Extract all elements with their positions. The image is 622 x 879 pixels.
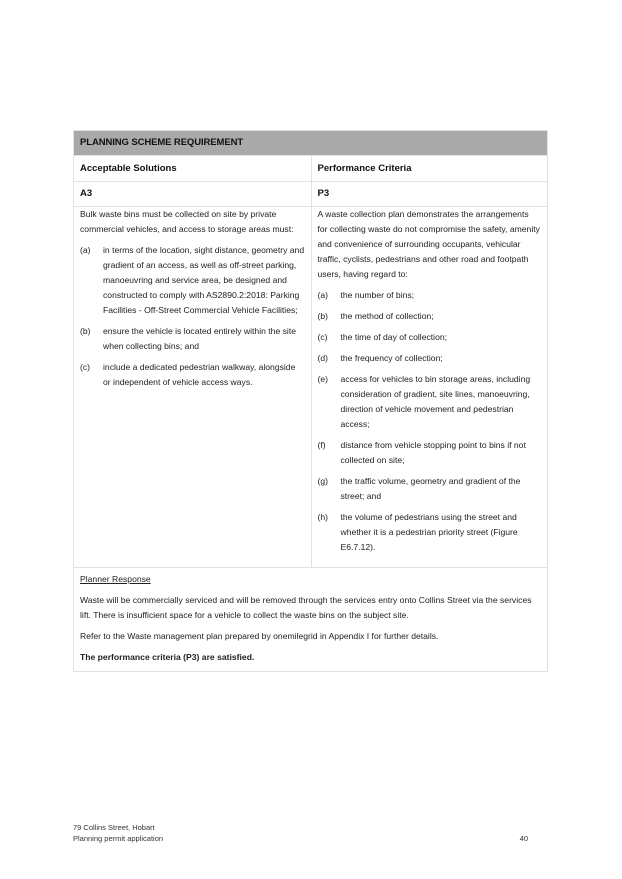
item-text: the frequency of collection; bbox=[340, 353, 443, 363]
item-label: (f) bbox=[317, 440, 326, 450]
list-item bbox=[318, 309, 542, 324]
code-row bbox=[74, 181, 547, 206]
list-item bbox=[318, 351, 542, 366]
acceptable-solution-cell bbox=[74, 207, 311, 567]
list-item bbox=[318, 330, 542, 345]
list-item bbox=[318, 510, 542, 555]
item-label: (e) bbox=[317, 374, 329, 384]
item-text: the method of collection; bbox=[340, 311, 434, 321]
item-text: ensure the vehicle is located entirely within the site when collecting bins; and bbox=[103, 326, 296, 351]
list-item bbox=[318, 372, 542, 432]
list-item bbox=[318, 438, 542, 468]
item-label: (c) bbox=[317, 332, 328, 342]
planner-response-paragraph: Waste will be commercially serviced and will be removed through the services entry onto Collins Street via the services lift. There is insufficient space for a vehicle to collect the waste bins on the subject site. bbox=[80, 595, 532, 620]
item-label: (g) bbox=[317, 476, 329, 486]
list-item bbox=[318, 474, 542, 504]
criteria-body-row bbox=[74, 206, 547, 567]
list-item bbox=[80, 324, 305, 354]
acceptable-solutions-header: Acceptable Solutions bbox=[80, 163, 177, 174]
item-text: access for vehicles to bin storage areas, including consideration of gradient, site lines, manoeuvring, direction of vehicle movement and pedestrian access; bbox=[340, 374, 531, 429]
item-text: the volume of pedestrians using the street and whether it is a pedestrian priority street (Figure E6.7.12). bbox=[340, 512, 518, 552]
footer-document-title: Planning permit application bbox=[73, 834, 164, 843]
column-header-row bbox=[74, 155, 547, 181]
item-text: the number of bins; bbox=[340, 290, 415, 300]
list-item bbox=[80, 243, 305, 318]
item-text: the time of day of collection; bbox=[340, 332, 448, 342]
planner-response-title: Planner Response bbox=[80, 574, 151, 584]
item-label: (a) bbox=[80, 245, 91, 255]
item-label: (c) bbox=[80, 362, 91, 372]
item-label: (b) bbox=[317, 311, 329, 321]
table-title: PLANNING SCHEME REQUIREMENT bbox=[74, 131, 547, 155]
performance-criteria-cell bbox=[311, 207, 548, 567]
planner-response-conclusion: The performance criteria (P3) are satisfied. bbox=[80, 652, 255, 662]
page-footer bbox=[73, 822, 548, 844]
performance-criteria-intro: A waste collection plan demonstrates the arrangements for collecting waste do not compromise the safety, amenity and convenience of surrounding occupants, vehicular traffic, cyclists, pedestrians and other road and footpath users, having regard to: bbox=[317, 209, 540, 279]
item-text: in terms of the location, sight distance, geometry and gradient of an access, as well as off-street parking, manoeuvring and service area, be designed and constructed to comply with AS2890.2:2018: Parking Facilities - Off-Street Commercial Vehicle Facilities; bbox=[103, 245, 305, 315]
acceptable-solution-intro: Bulk waste bins must be collected on site by private commercial vehicles, and access to storage areas must: bbox=[80, 209, 294, 234]
list-item bbox=[80, 360, 305, 390]
item-label: (h) bbox=[317, 512, 329, 522]
item-text: distance from vehicle stopping point to bins if not collected on site; bbox=[340, 440, 526, 465]
list-item bbox=[318, 288, 542, 303]
planner-response-paragraph: Refer to the Waste management plan prepared by onemilegrid in Appendix I for further details. bbox=[80, 631, 439, 641]
footer-address: 79 Collins Street, Hobart bbox=[73, 823, 155, 832]
planner-response bbox=[74, 567, 547, 671]
item-text: the traffic volume, geometry and gradient of the street; and bbox=[340, 476, 521, 501]
performance-criteria-header: Performance Criteria bbox=[311, 156, 548, 181]
item-label: (a) bbox=[317, 290, 329, 300]
item-label: (b) bbox=[80, 326, 91, 336]
performance-criteria-code: P3 bbox=[311, 182, 548, 206]
item-label: (d) bbox=[317, 353, 329, 363]
item-text: include a dedicated pedestrian walkway, alongside or independent of vehicle access ways. bbox=[103, 362, 296, 387]
requirement-table bbox=[73, 130, 548, 672]
acceptable-solution-code: A3 bbox=[80, 188, 93, 199]
page-number: 40 bbox=[519, 834, 528, 843]
